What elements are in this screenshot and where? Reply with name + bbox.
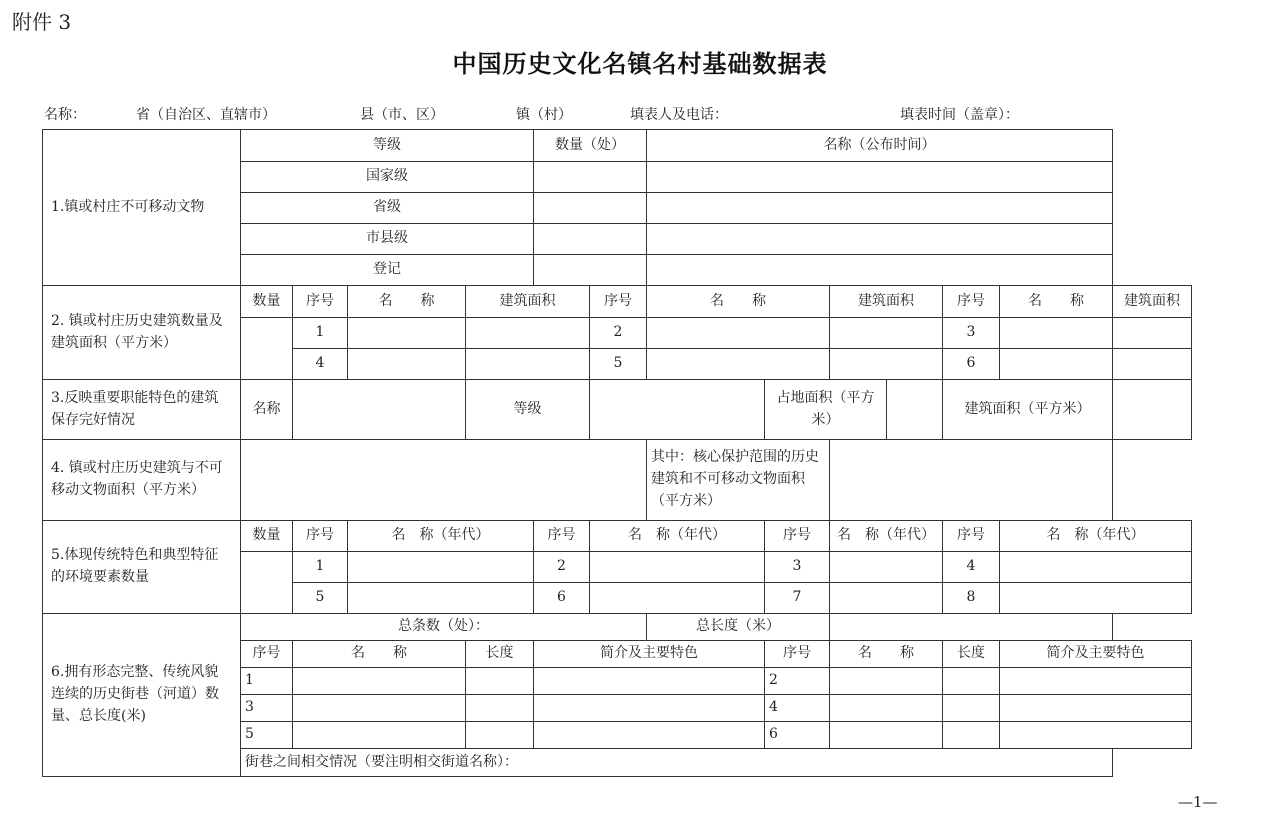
s2-area-cell[interactable]	[1113, 318, 1192, 349]
s6-name-cell[interactable]	[830, 695, 943, 722]
s2-name-cell[interactable]	[1000, 349, 1113, 380]
s3-build-area-label: 建筑面积（平方米）	[943, 380, 1113, 440]
s4-area-cell[interactable]	[241, 440, 647, 521]
s2-no-6: 6	[943, 349, 1000, 380]
s5-label: 5.体现传统特色和典型特征的环境要素数量	[43, 521, 241, 614]
s6-col-name: 名 称	[830, 641, 943, 668]
s2-count-cell[interactable]	[241, 318, 293, 380]
s2-name-cell[interactable]	[1000, 318, 1113, 349]
s6-desc-cell[interactable]	[534, 668, 765, 695]
s6-len-cell[interactable]	[943, 695, 1000, 722]
s5-name-cell[interactable]	[348, 552, 534, 583]
s5-name-cell[interactable]	[590, 583, 765, 614]
s3-name-cell[interactable]	[293, 380, 466, 440]
s5-name-cell[interactable]	[348, 583, 534, 614]
s2-area-cell[interactable]	[830, 318, 943, 349]
s2-header-row	[43, 286, 1192, 318]
s5-name-cell[interactable]	[1000, 583, 1192, 614]
data-table	[42, 129, 1192, 777]
s5-name-cell[interactable]	[830, 552, 943, 583]
s2-col-name: 名 称	[348, 286, 466, 318]
s2-no-5: 5	[590, 349, 647, 380]
s1-count-cell[interactable]	[534, 162, 647, 193]
s4-row	[43, 440, 1192, 521]
s2-col-no: 序号	[293, 286, 348, 318]
page-number: —1—	[1178, 793, 1218, 811]
header-county-label: 县（市、区）	[360, 107, 444, 123]
s5-col-no: 序号	[943, 521, 1000, 552]
s6-no-2: 2	[765, 668, 830, 695]
s6-name-cell[interactable]	[293, 695, 466, 722]
s6-len-cell[interactable]	[466, 722, 534, 749]
s5-col-count: 数量	[241, 521, 293, 552]
s2-no-4: 4	[293, 349, 348, 380]
s6-col-no: 序号	[241, 641, 293, 668]
s6-col-no: 序号	[765, 641, 830, 668]
header-name-label: 名称：	[44, 107, 86, 123]
s1-col-name: 名称（公布时间）	[647, 130, 1113, 162]
s6-total-length-cell[interactable]	[830, 614, 1113, 641]
s2-col-no: 序号	[943, 286, 1000, 318]
s2-name-cell[interactable]	[647, 349, 830, 380]
s2-no-2: 2	[590, 318, 647, 349]
s4-core-cell[interactable]	[830, 440, 1113, 521]
s3-build-area-cell[interactable]	[1113, 380, 1192, 440]
s1-count-cell[interactable]	[534, 193, 647, 224]
s6-name-cell[interactable]	[830, 722, 943, 749]
s5-col-name: 名 称（年代）	[590, 521, 765, 552]
s5-no-4: 4	[943, 552, 1000, 583]
s2-col-area: 建筑面积	[1113, 286, 1192, 318]
s3-label: 3.反映重要职能特色的建筑保存完好情况	[43, 380, 241, 440]
s6-totals-row	[43, 614, 1192, 641]
s2-area-cell[interactable]	[830, 349, 943, 380]
s2-area-cell[interactable]	[466, 318, 590, 349]
s6-col-name: 名 称	[293, 641, 466, 668]
s3-level-cell[interactable]	[590, 380, 765, 440]
s6-no-3: 3	[241, 695, 293, 722]
s6-label: 6.拥有形态完整、传统风貌连续的历史街巷（河道）数量、总长度(米)	[43, 614, 241, 777]
s5-col-no: 序号	[765, 521, 830, 552]
s6-no-5: 5	[241, 722, 293, 749]
s5-no-2: 2	[534, 552, 590, 583]
s1-name-cell[interactable]	[647, 162, 1113, 193]
s6-total-count[interactable]: 总条数（处）：	[241, 614, 647, 641]
s6-no-1: 1	[241, 668, 293, 695]
s2-col-name: 名 称	[647, 286, 830, 318]
s1-header-row	[43, 130, 1192, 162]
s6-col-desc: 简介及主要特色	[534, 641, 765, 668]
s3-level-label: 等级	[466, 380, 590, 440]
s5-count-cell[interactable]	[241, 552, 293, 614]
s2-area-cell[interactable]	[1113, 349, 1192, 380]
s6-desc-cell[interactable]	[1000, 695, 1192, 722]
s5-name-cell[interactable]	[830, 583, 943, 614]
s6-desc-cell[interactable]	[534, 695, 765, 722]
s1-name-cell[interactable]	[647, 255, 1113, 286]
header-town-label: 镇（村）	[516, 107, 572, 123]
s6-no-6: 6	[765, 722, 830, 749]
s5-no-3: 3	[765, 552, 830, 583]
s1-count-cell[interactable]	[534, 224, 647, 255]
s5-header-row	[43, 521, 1192, 552]
s2-name-cell[interactable]	[348, 318, 466, 349]
s6-len-cell[interactable]	[943, 722, 1000, 749]
s1-level-city-county: 市县级	[241, 224, 534, 255]
s1-level-national: 国家级	[241, 162, 534, 193]
header-filler-label: 填表人及电话：	[630, 107, 728, 123]
header-date-label: 填表时间（盖章）：	[900, 107, 1019, 123]
s5-name-cell[interactable]	[1000, 552, 1192, 583]
s1-label: 1.镇或村庄不可移动文物	[43, 130, 241, 286]
s5-no-7: 7	[765, 583, 830, 614]
attachment-label: 附件 3	[12, 10, 72, 34]
s6-len-cell[interactable]	[466, 668, 534, 695]
s6-intersect-cell[interactable]: 街巷之间相交情况（要注明相交街道名称）：	[241, 749, 1113, 777]
s5-col-name: 名 称（年代）	[830, 521, 943, 552]
s5-no-1: 1	[293, 552, 348, 583]
s2-label: 2. 镇或村庄历史建筑数量及建筑面积（平方米）	[43, 286, 241, 380]
s2-name-cell[interactable]	[348, 349, 466, 380]
s6-len-cell[interactable]	[943, 668, 1000, 695]
s6-desc-cell[interactable]	[1000, 722, 1192, 749]
s6-col-desc: 简介及主要特色	[1000, 641, 1192, 668]
s5-no-6: 6	[534, 583, 590, 614]
s1-count-cell[interactable]	[534, 255, 647, 286]
s6-desc-cell[interactable]	[534, 722, 765, 749]
s2-col-count: 数量	[241, 286, 293, 318]
s5-name-cell[interactable]	[590, 552, 765, 583]
s2-col-no: 序号	[590, 286, 647, 318]
s4-core-label: 其中：核心保护范围的历史建筑和不可移动文物面积（平方米）	[647, 440, 830, 521]
s2-area-cell[interactable]	[466, 349, 590, 380]
s2-col-name: 名 称	[1000, 286, 1113, 318]
s5-col-no: 序号	[534, 521, 590, 552]
header-province-label: 省（自治区、直辖市）	[136, 107, 276, 123]
s6-len-cell[interactable]	[466, 695, 534, 722]
s6-col-len: 长度	[943, 641, 1000, 668]
s2-no-3: 3	[943, 318, 1000, 349]
s5-col-name: 名 称（年代）	[1000, 521, 1192, 552]
s6-desc-cell[interactable]	[1000, 668, 1192, 695]
s1-level-provincial: 省级	[241, 193, 534, 224]
s3-row	[43, 380, 1192, 440]
s2-col-area: 建筑面积	[830, 286, 943, 318]
s5-col-name: 名 称（年代）	[348, 521, 534, 552]
s2-col-area: 建筑面积	[466, 286, 590, 318]
s6-name-cell[interactable]	[830, 668, 943, 695]
s2-name-cell[interactable]	[647, 318, 830, 349]
s1-col-count: 数量（处）	[534, 130, 647, 162]
s6-name-cell[interactable]	[293, 722, 466, 749]
s6-col-len: 长度	[466, 641, 534, 668]
s6-no-4: 4	[765, 695, 830, 722]
s1-level-registered: 登记	[241, 255, 534, 286]
s3-land-area-cell[interactable]	[887, 380, 943, 440]
s6-name-cell[interactable]	[293, 668, 466, 695]
s3-name-label: 名称	[241, 380, 293, 440]
s5-col-no: 序号	[293, 521, 348, 552]
s1-name-cell[interactable]	[647, 193, 1113, 224]
s1-name-cell[interactable]	[647, 224, 1113, 255]
s1-col-level: 等级	[241, 130, 534, 162]
s5-no-5: 5	[293, 583, 348, 614]
s4-label: 4. 镇或村庄历史建筑与不可移动文物面积（平方米）	[43, 440, 241, 521]
s5-no-8: 8	[943, 583, 1000, 614]
s3-land-area-label: 占地面积（平方米）	[765, 380, 887, 440]
page-title: 中国历史文化名镇名村基础数据表	[452, 50, 828, 78]
s6-total-length[interactable]: 总长度（米）	[647, 614, 830, 641]
s2-no-1: 1	[293, 318, 348, 349]
